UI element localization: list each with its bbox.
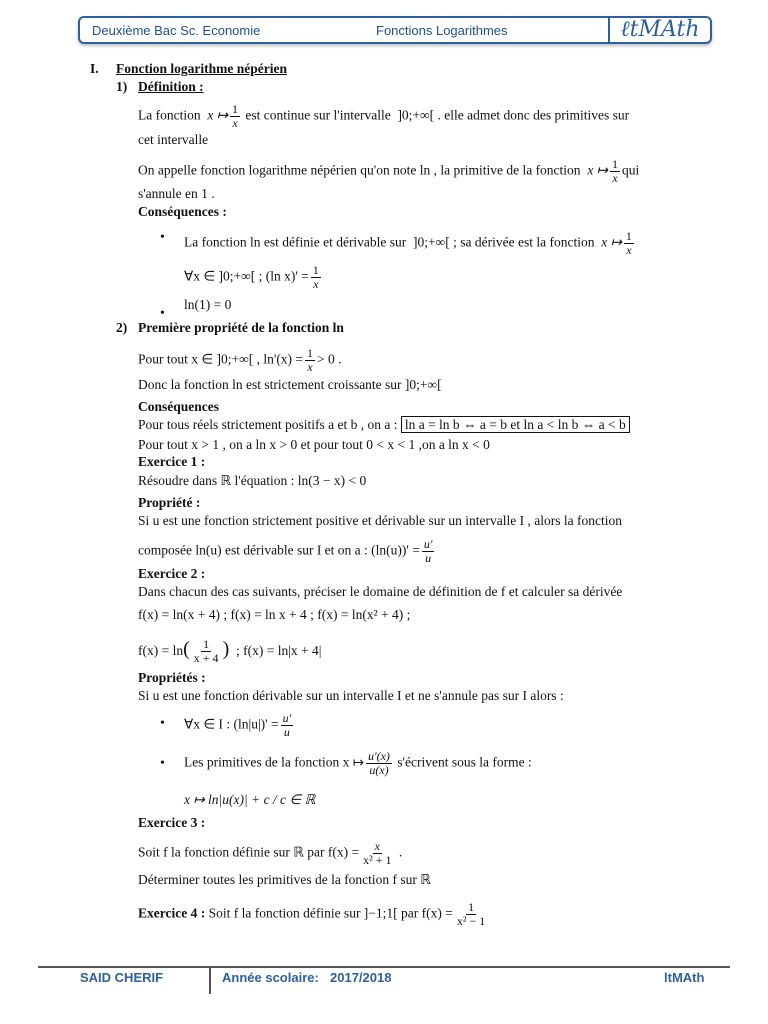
course-title: Deuxième Bac Sc. Economie (92, 23, 261, 38)
consequences-title: Conséquences : (138, 204, 227, 219)
bullet: • (160, 756, 165, 771)
text-line: s'annule en 1 . (138, 186, 215, 201)
footer-separator (209, 968, 211, 994)
footer-year: 2017/2018 (330, 970, 392, 985)
text-line: Donc la fonction ln est strictement croissante sur ]0;+∞[ (138, 377, 442, 392)
text-line: Les primitives de la fonction x ↦ $\frac{u'(x)}{u(x)}$ s'écrivent sous la forme : (184, 749, 532, 777)
properties-title: Propriétés : (138, 670, 206, 685)
text-line: cet intervalle (138, 132, 209, 147)
subsection-number: 2) (116, 320, 128, 335)
text-line: Pour tout x ∈ ]0;+∞[ , ln'(x) = $\frac{1}{x}$ > 0 . (138, 346, 342, 374)
text-line: Déterminer toutes les primitives de la fonction f sur ℝ (138, 872, 431, 887)
bullet: • (160, 716, 165, 731)
consequences-title: Conséquences (138, 399, 220, 414)
exercise-title: Exercice 1 : (138, 454, 206, 469)
formula-line: f(x) = ln(x + 4) ; f(x) = ln x + 4 ; f(x) = ln(x² + 4) ; (138, 607, 411, 622)
text-line: Si u est une fonction strictement positive et dérivable sur un intervalle I , alors la fonction (138, 513, 622, 528)
footer-year-label: Année scolaire: (222, 970, 319, 985)
text-line: Dans chacun des cas suivants, préciser le domaine de définition de f et calculer sa dérivée (138, 584, 623, 599)
property-title: Propriété : (138, 495, 201, 510)
text-line: Pour tout x > 1 , on a ln x > 0 et pour tout 0 < x < 1 ,on a ln x < 0 (138, 437, 490, 452)
text-line: composée ln(u) est dérivable sur I et on a : (ln(u))' = $\frac{u'}{u}$ (138, 537, 433, 565)
text-line: On appelle fonction logarithme népérien qu'on note ln , la primitive de la fonction x ↦ $\frac{1}{x}$ qui (138, 157, 640, 185)
formula-line: ∀x ∈ I : (ln|u|)' = $\frac{u'}{u}$ (184, 711, 292, 739)
exercise-title: Exercice 2 : (138, 566, 206, 581)
formula-line: x ↦ ln|u(x)| + c / c ∈ ℝ (184, 792, 316, 807)
footer-divider (38, 966, 730, 968)
text-line: ∀x ∈ ]0;+∞[ ; (ln x)' = $\frac{1}{x}$ (184, 263, 319, 291)
section-number: I. (90, 61, 99, 76)
text-line: Pour tous réels strictement positifs a et b , on a : ln a = ln b ⇔ a = b et ln a < ln b ⇔ a < b (138, 417, 630, 433)
subsection-title: Première propriété de la fonction ln (138, 320, 344, 335)
subsection-number: 1) (116, 79, 128, 94)
text-line: La fonction ln est définie et dérivable sur ]0;+∞[ ; sa dérivée est la fonction x ↦ $\frac{1}{x}$ (184, 229, 632, 257)
logo: ℓtMAth (608, 16, 710, 44)
text-line: Si u est une fonction dérivable sur un intervalle I et ne s'annule pas sur I alors : (138, 688, 564, 703)
chapter-title: Fonctions Logarithmes (376, 23, 508, 38)
boxed-formula: ln a = ln b ⇔ a = b et ln a < ln b ⇔ a < b (401, 416, 630, 433)
text-line: Exercice 4 : Soit f la fonction définie sur ]−1;1[ par f(x) = $\frac{1}{\text{x² − 1}}$ (138, 900, 486, 928)
text-line: Soit f la fonction définie sur ℝ par f(x) = $\frac{x}{\text{x² + 1}}$ . (138, 839, 403, 867)
subsection-title: Définition : (138, 79, 204, 94)
bullet: • (160, 306, 165, 321)
formula-line: f(x) = ln( $\frac{1}{x + 4}$ ) ; f(x) = ln|x + 4| (138, 637, 322, 666)
footer-author: SAID CHERIF (80, 970, 164, 985)
footer-brand: ltMAth (664, 970, 705, 985)
text-line: La fonction x ↦ $\frac{1}{x}$ est continue sur l'intervalle ]0;+∞[ . elle admet donc des primitives sur (138, 102, 630, 130)
bullet: • (160, 230, 165, 245)
section-title: Fonction logarithme népérien (116, 61, 287, 76)
exercise-title: Exercice 3 : (138, 815, 206, 830)
text-line: ln(1) = 0 (184, 297, 232, 312)
text-line: Résoudre dans ℝ l'équation : ln(3 − x) < 0 (138, 473, 367, 488)
